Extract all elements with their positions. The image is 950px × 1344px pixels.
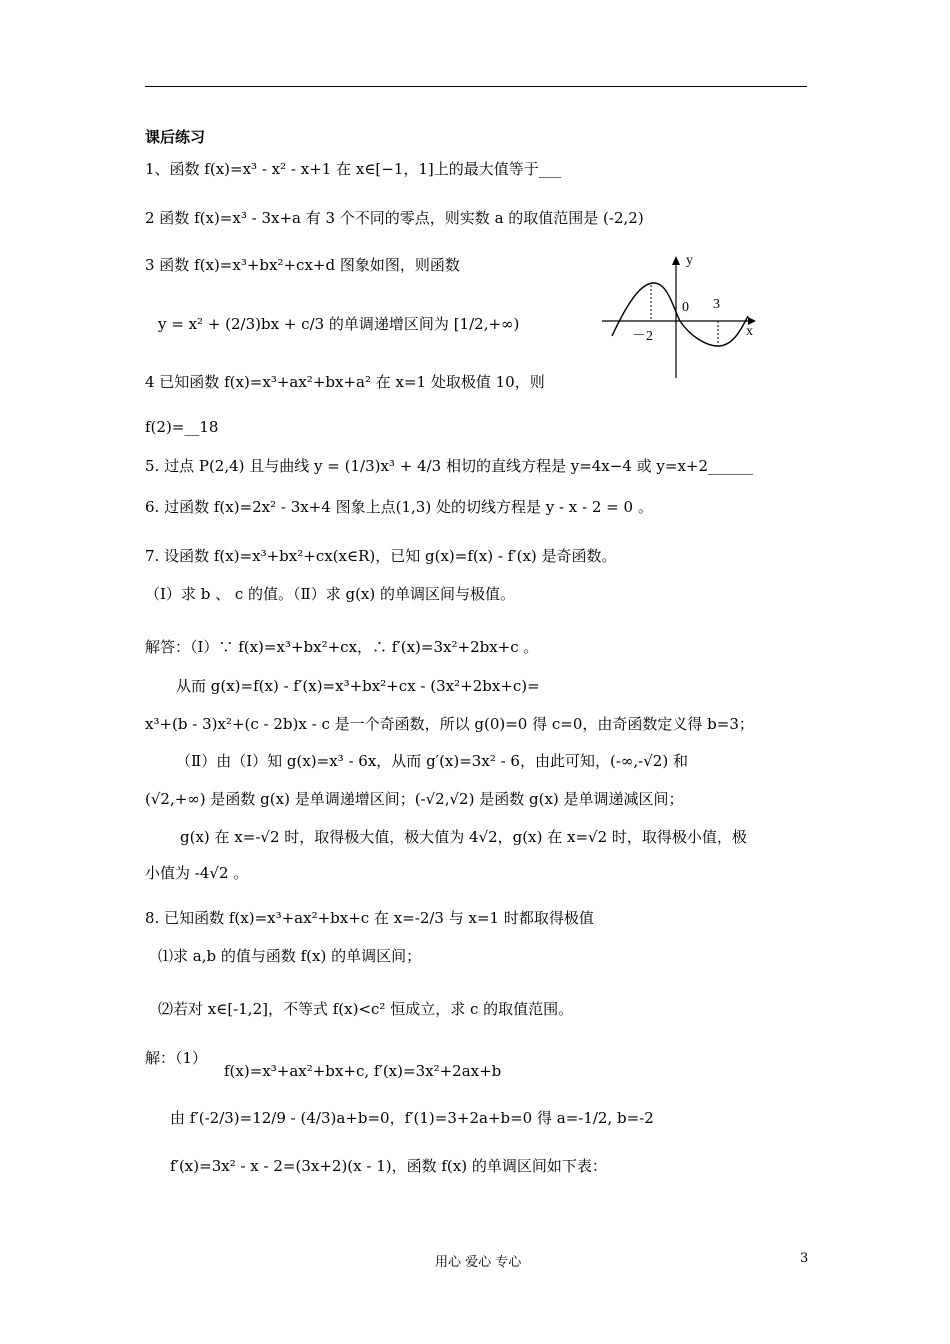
problem-4: 4 已知函数 f(x)=x³+ax²+bx+a² 在 x=1 处取极值 10，则 <box>145 373 545 391</box>
solution-7-line-2: 从而 g(x)=f(x) - f′(x)=x³+bx²+cx - (3x²+2bx+c)= <box>176 677 540 695</box>
section-title: 课后练习 <box>145 128 206 146</box>
x-axis-label: x <box>746 324 753 339</box>
problem-7: 7. 设函数 f(x)=x³+bx²+cx(x∈R)，已知 g(x)=f(x) - f′(x) 是奇函数。 <box>145 547 617 565</box>
solution-8-line-1: f(x)=x³+ax²+bx+c, f′(x)=3x²+2ax+b <box>224 1062 502 1080</box>
solution-7-line-1: 解答：（Ⅰ）∵ f(x)=x³+bx²+cx，∴ f′(x)=3x²+2bx+c 。 <box>145 638 539 656</box>
tick-label-3: 3 <box>713 297 720 312</box>
problem-7-questions: （Ⅰ）求 b 、 c 的值。（Ⅱ）求 g(x) 的单调区间与极值。 <box>145 585 515 603</box>
cubic-function-graph <box>598 248 763 383</box>
solution-8-line-2: 由 f′(-2/3)=12/9 - (4/3)a+b=0，f′(1)=3+2a+b=0 得 a=-1/2, b=-2 <box>170 1109 654 1127</box>
problem-8-part-1: ⑴求 a,b 的值与函数 f(x) 的单调区间； <box>158 947 422 965</box>
solution-7-line-7: 小值为 -4√2 。 <box>145 864 249 882</box>
problem-2: 2 函数 f(x)=x³ - 3x+a 有 3 个不同的零点，则实数 a 的取值范围是 (-2,2) <box>145 209 644 227</box>
problem-6: 6. 过函数 f(x)=2x² - 3x+4 图象上点(1,3) 处的切线方程是 y - x - 2 = 0 。 <box>145 498 653 516</box>
page-number: 3 <box>800 1251 809 1266</box>
y-axis-label: y <box>686 253 693 268</box>
problem-4-answer: f(2)=__18 <box>145 418 219 436</box>
footer-motto: 用心 爱心 专心 <box>435 1255 522 1270</box>
problem-1: 1、函数 f(x)=x³ - x² - x+1 在 x∈[−1，1]上的最大值等于___ <box>145 160 562 178</box>
solution-7-line-5: (√2,+∞) 是函数 g(x) 是单调递增区间；(-√2,√2) 是函数 g(x) 是单调递减区间； <box>145 790 684 808</box>
problem-5: 5. 过点 P(2,4) 且与曲线 y = (1/3)x³ + 4/3 相切的直线方程是 y=4x−4 或 y=x+2______ <box>145 457 754 475</box>
solution-8-label: 解：（1） <box>145 1049 208 1067</box>
solution-8-line-3: f′(x)=3x² - x - 2=(3x+2)(x - 1)，函数 f(x) 的单调区间如下表： <box>170 1157 607 1175</box>
solution-7-line-6: g(x) 在 x=-√2 时，取得极大值，极大值为 4√2，g(x) 在 x=√2 时，取得极小值，极 <box>180 828 747 846</box>
tick-label-neg2: －2 <box>632 329 653 344</box>
problem-8: 8. 已知函数 f(x)=x³+ax²+bx+c 在 x=-2/3 与 x=1 时都取得极值 <box>145 909 594 927</box>
problem-3-cont: y = x² + (2/3)bx + c/3 的单调递增区间为 [1/2,+∞) <box>158 315 520 333</box>
header-rule <box>145 86 807 87</box>
y-axis-arrow <box>672 256 680 265</box>
problem-3: 3 函数 f(x)=x³+bx²+cx+d 图象如图，则函数 <box>145 256 460 274</box>
problem-8-part-2: ⑵若对 x∈[-1,2]，不等式 f(x)<c² 恒成立，求 c 的取值范围。 <box>158 1000 574 1018</box>
origin-label: 0 <box>682 300 689 315</box>
solution-7-line-3: x³+(b - 3)x²+(c - 2b)x - c 是一个奇函数，所以 g(0)=0 得 c=0，由奇函数定义得 b=3； <box>145 715 754 733</box>
solution-7-line-4: （Ⅱ）由（Ⅰ）知 g(x)=x³ - 6x，从而 g′(x)=3x² - 6，由此可知，(-∞,-√2) 和 <box>176 752 688 770</box>
